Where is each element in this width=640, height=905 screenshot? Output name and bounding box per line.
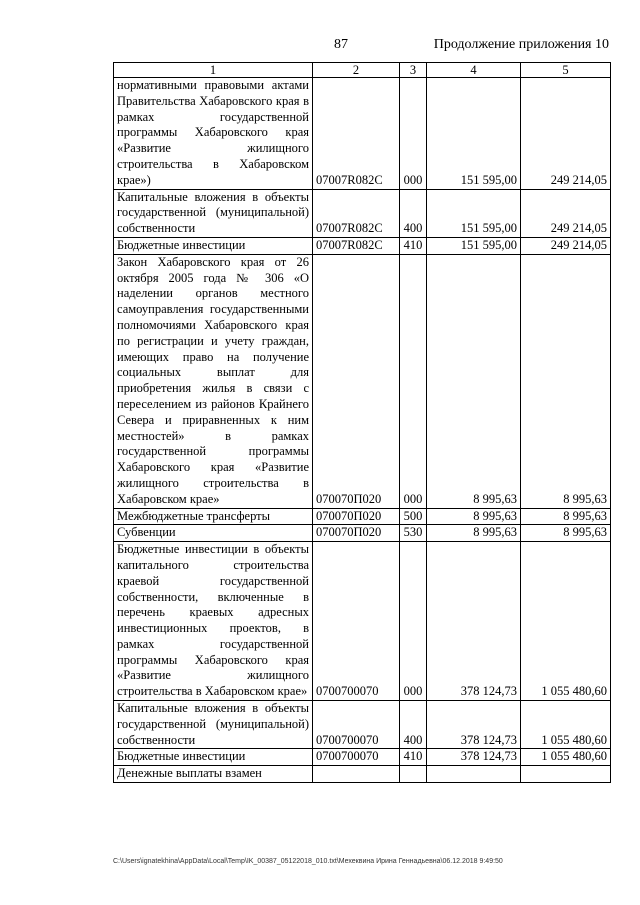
expense-type: 000	[400, 254, 427, 508]
target-code: 07007R082C	[313, 189, 400, 237]
expense-type: 500	[400, 508, 427, 525]
table-row	[114, 525, 611, 542]
amount-2020	[521, 766, 611, 783]
row-description: Закон Хабаровского края от 26 октября 2005 года № 306 «О наделении органов местного самоуправления государственными полномочиями Хабаровского края по регистрации и учету граждан, имеющих право на получение социальных выплат для приобретения жилья в связи с переселением из районов Крайнего Севера и приравненных к ним местностей» в рамках государственной программы Хабаровского края «Развитие жилищного строительства в Хабаровском крае»	[114, 254, 313, 508]
column-header: 1	[114, 63, 313, 78]
amount-2019: 151 595,00	[427, 237, 521, 254]
expense-type: 000	[400, 78, 427, 190]
row-description: Капитальные вложения в объекты государственной (муниципальной) собственности	[114, 701, 313, 749]
amount-2019: 8 995,63	[427, 525, 521, 542]
amount-2020: 249 214,05	[521, 189, 611, 237]
amount-2020: 1 055 480,60	[521, 749, 611, 766]
amount-2019: 8 995,63	[427, 508, 521, 525]
target-code: 0700700070	[313, 749, 400, 766]
table-row	[114, 508, 611, 525]
table-row	[114, 254, 611, 508]
amount-2019: 151 595,00	[427, 189, 521, 237]
table-row	[114, 189, 611, 237]
expense-type: 410	[400, 237, 427, 254]
amount-2019	[427, 766, 521, 783]
amount-2020: 1 055 480,60	[521, 542, 611, 701]
target-code	[313, 766, 400, 783]
column-header: 2	[313, 63, 400, 78]
budget-table	[113, 62, 611, 783]
table-row	[114, 78, 611, 190]
column-header: 5	[521, 63, 611, 78]
amount-2020: 249 214,05	[521, 78, 611, 190]
expense-type: 400	[400, 189, 427, 237]
amount-2020: 8 995,63	[521, 525, 611, 542]
amount-2020: 8 995,63	[521, 508, 611, 525]
target-code: 0700700070	[313, 542, 400, 701]
amount-2019: 151 595,00	[427, 78, 521, 190]
expense-type: 400	[400, 701, 427, 749]
amount-2019: 8 995,63	[427, 254, 521, 508]
target-code: 0700700070	[313, 701, 400, 749]
target-code: 070070П020	[313, 525, 400, 542]
row-description: Бюджетные инвестиции	[114, 749, 313, 766]
amount-2020: 8 995,63	[521, 254, 611, 508]
expense-type	[400, 766, 427, 783]
table-row	[114, 749, 611, 766]
column-header: 3	[400, 63, 427, 78]
table-row	[114, 701, 611, 749]
target-code: 07007R082C	[313, 78, 400, 190]
amount-2019: 378 124,73	[427, 701, 521, 749]
amount-2019: 378 124,73	[427, 749, 521, 766]
expense-type: 530	[400, 525, 427, 542]
row-description: Денежные выплаты взамен	[114, 766, 313, 783]
table-row	[114, 237, 611, 254]
row-description: Бюджетные инвестиции	[114, 237, 313, 254]
row-description: Капитальные вложения в объекты государственной (муниципальной) собственности	[114, 189, 313, 237]
page-number: 87	[334, 37, 348, 52]
row-description: Субвенции	[114, 525, 313, 542]
table-row	[114, 766, 611, 783]
amount-2020: 249 214,05	[521, 237, 611, 254]
row-description: нормативными правовыми актами Правительства Хабаровского края в рамках государственной программы Хабаровского края «Развитие жилищного строительства в Хабаровском крае»)	[114, 78, 313, 190]
header-row	[114, 63, 611, 78]
amount-2020: 1 055 480,60	[521, 701, 611, 749]
footer-path: C:\Users\ignatekhina\AppData\Local\Temp\IK_00387_05122018_010.txt\Мехеквина Ирина Геннадьевна\06.12.2018 9:49:50	[113, 858, 503, 865]
column-header: 4	[427, 63, 521, 78]
amount-2019: 378 124,73	[427, 542, 521, 701]
row-description: Бюджетные инвестиции в объекты капитального строительства краевой государственной собственности, включенные в перечень краевых адресных инвестиционных проектов, в рамках государственной программы Хабаровского края «Развитие жилищного строительства в Хабаровском крае»	[114, 542, 313, 701]
continuation-label: Продолжение приложения 10	[433, 37, 609, 52]
target-code: 070070П020	[313, 254, 400, 508]
expense-type: 000	[400, 542, 427, 701]
row-description: Межбюджетные трансферты	[114, 508, 313, 525]
expense-type: 410	[400, 749, 427, 766]
target-code: 070070П020	[313, 508, 400, 525]
table-row	[114, 542, 611, 701]
target-code: 07007R082C	[313, 237, 400, 254]
